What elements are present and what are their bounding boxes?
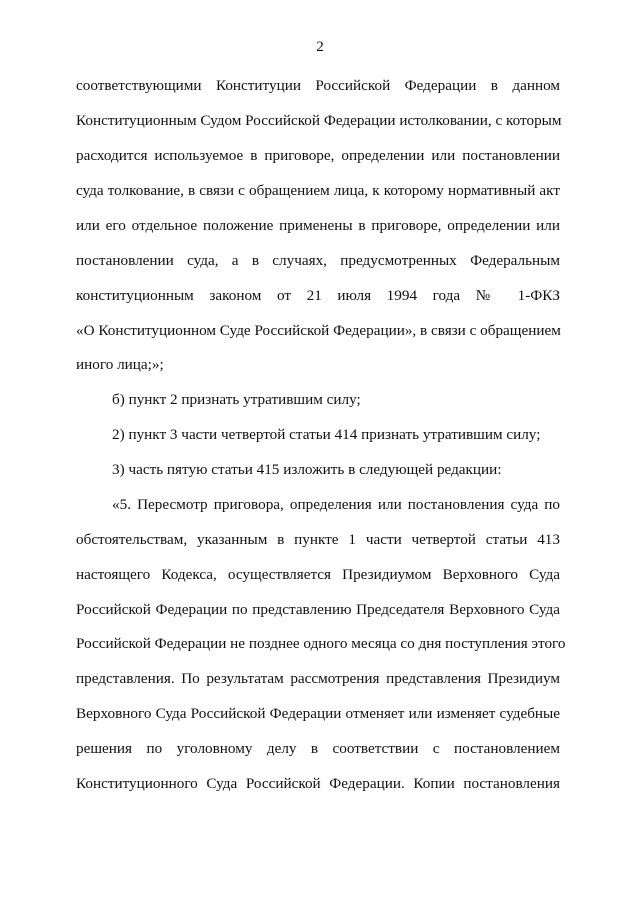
text-line: решения по уголовному делу в соответствии с постановлением	[76, 740, 560, 757]
text-line: «5. Пересмотр приговора, определения или постановления суда по	[112, 496, 560, 513]
text-line: представления. По результатам рассмотрения представления Президиум	[76, 670, 560, 687]
text-line: обстоятельствам, указанным в пункте 1 части четвертой статьи 413	[76, 531, 560, 548]
text-line: Конституционным Судом Российской Федерации истолковании, с которым	[76, 112, 562, 129]
text-line: конституционным законом от 21 июля 1994 года № 1-ФКЗ	[76, 287, 560, 304]
text-line: Конституционного Суда Российской Федерации. Копии постановления	[76, 775, 560, 792]
text-line: настоящего Кодекса, осуществляется Президиумом Верховного Суда	[76, 566, 560, 583]
text-line: 2) пункт 3 части четвертой статьи 414 признать утратившим силу;	[112, 426, 541, 443]
text-line: Российской Федерации по представлению Председателя Верховного Суда	[76, 601, 560, 618]
text-line: расходится используемое в приговоре, определении или постановлении	[76, 147, 560, 164]
text-line: постановлении суда, а в случаях, предусмотренных Федеральным	[76, 252, 560, 269]
text-line: б) пункт 2 признать утратившим силу;	[112, 391, 361, 408]
text-line: 3) часть пятую статьи 415 изложить в следующей редакции:	[112, 461, 502, 478]
page-number: 2	[316, 39, 324, 55]
text-line: Верховного Суда Российской Федерации отменяет или изменяет судебные	[76, 705, 560, 722]
text-line: суда толкование, в связи с обращением лица, к которому нормативный акт	[76, 182, 560, 199]
text-line: «О Конституционном Суде Российской Федерации», в связи с обращением	[76, 322, 561, 339]
text-line: или его отдельное положение применены в приговоре, определении или	[76, 217, 560, 234]
text-line: иного лица;»;	[76, 356, 164, 373]
text-line: соответствующими Конституции Российской Федерации в данном	[76, 77, 560, 94]
text-line: Российской Федерации не позднее одного месяца со дня поступления этого	[76, 635, 566, 652]
